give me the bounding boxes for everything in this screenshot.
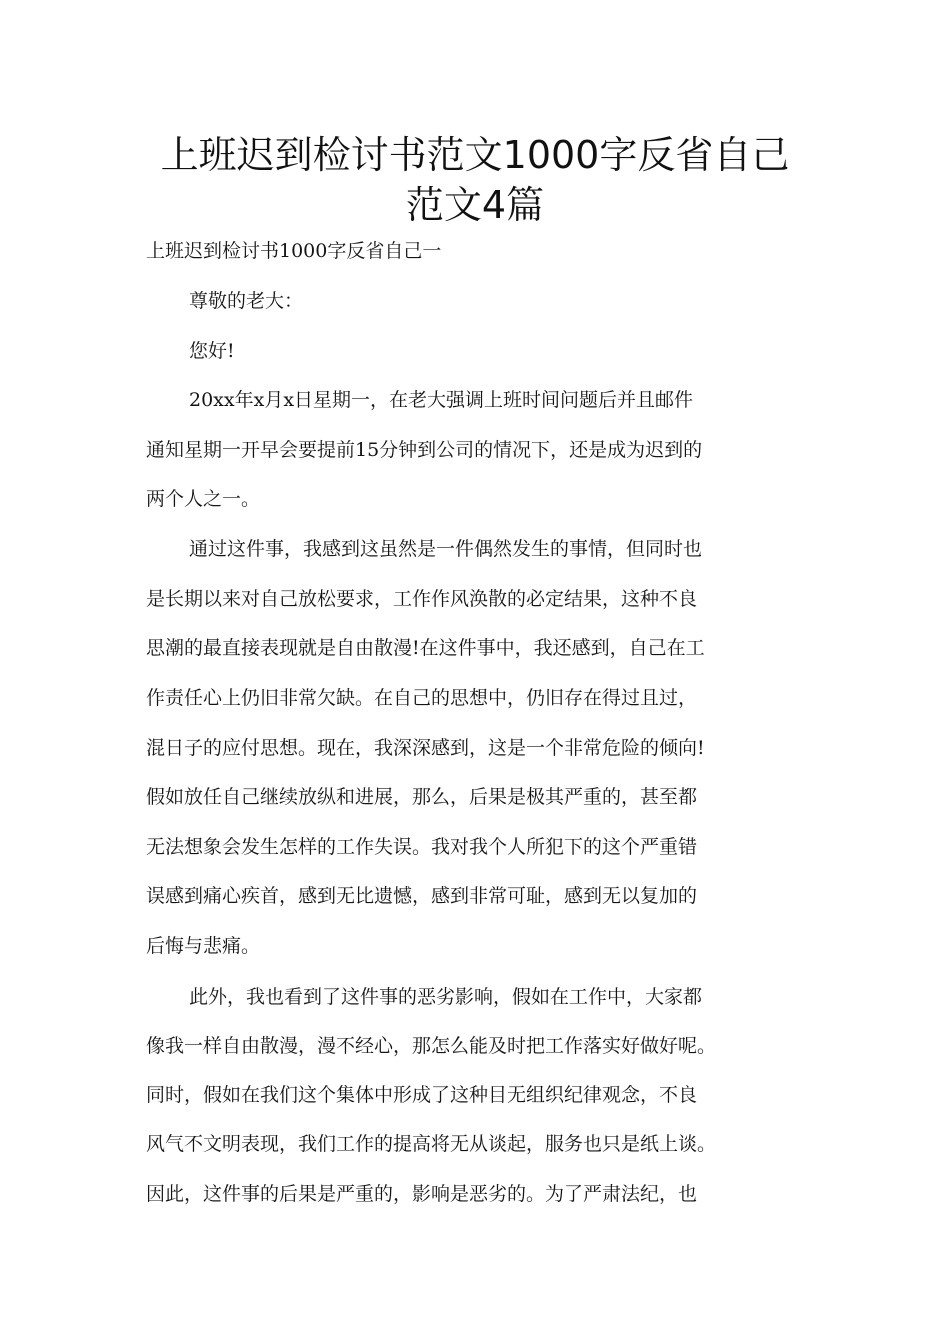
paragraph-2-line-5: 混日子的应付思想。现在，我深深感到，这是一个非常危险的倾向! xyxy=(146,737,705,759)
greeting: 您好! xyxy=(189,340,235,362)
paragraph-1-line-2: 通知星期一开早会要提前15分钟到公司的情况下，还是成为迟到的 xyxy=(146,439,703,461)
paragraph-2-line-4: 作责任心上仍旧非常欠缺。在自己的思想中，仍旧存在得过且过， xyxy=(146,687,698,709)
paragraph-2-line-9: 后悔与悲痛。 xyxy=(146,935,261,957)
paragraph-3-line-5: 因此，这件事的后果是严重的，影响是恶劣的。为了严肃法纪，也 xyxy=(146,1183,698,1205)
paragraph-2-line-6: 假如放任自己继续放纵和进展，那么，后果是极其严重的，甚至都 xyxy=(146,786,698,808)
paragraph-2-line-1: 通过这件事，我感到这虽然是一件偶然发生的事情，但同时也 xyxy=(189,538,703,560)
paragraph-2-line-3: 思潮的最直接表现就是自由散漫!在这件事中，我还感到，自己在工 xyxy=(146,637,705,659)
paragraph-2-line-7: 无法想象会发生怎样的工作失误。我对我个人所犯下的这个严重错 xyxy=(146,836,698,858)
section-subtitle: 上班迟到检讨书1000字反省自己一 xyxy=(146,240,442,262)
document-title-line-1: 上班迟到检讨书范文1000字反省自己 xyxy=(160,133,790,177)
document-title-line-2: 范文4篇 xyxy=(405,183,545,227)
paragraph-2-line-2: 是长期以来对自己放松要求，工作作风涣散的必定结果，这种不良 xyxy=(146,588,698,610)
paragraph-3-line-3: 同时，假如在我们这个集体中形成了这种目无组织纪律观念，不良 xyxy=(146,1084,698,1106)
paragraph-2-line-8: 误感到痛心疾首，感到无比遗憾，感到非常可耻，感到无以复加的 xyxy=(146,885,698,907)
paragraph-1-line-1: 20xx年x月x日星期一，在老大强调上班时间问题后并且邮件 xyxy=(189,389,694,411)
salutation: 尊敬的老大： xyxy=(189,290,304,312)
paragraph-3-line-4: 风气不文明表现，我们工作的提高将无从谈起，服务也只是纸上谈。 xyxy=(146,1133,717,1155)
paragraph-1-line-3: 两个人之一。 xyxy=(146,488,261,510)
paragraph-3-line-2: 像我一样自由散漫，漫不经心，那怎么能及时把工作落实好做好呢。 xyxy=(146,1035,717,1057)
paragraph-3-line-1: 此外，我也看到了这件事的恶劣影响，假如在工作中，大家都 xyxy=(189,986,703,1008)
